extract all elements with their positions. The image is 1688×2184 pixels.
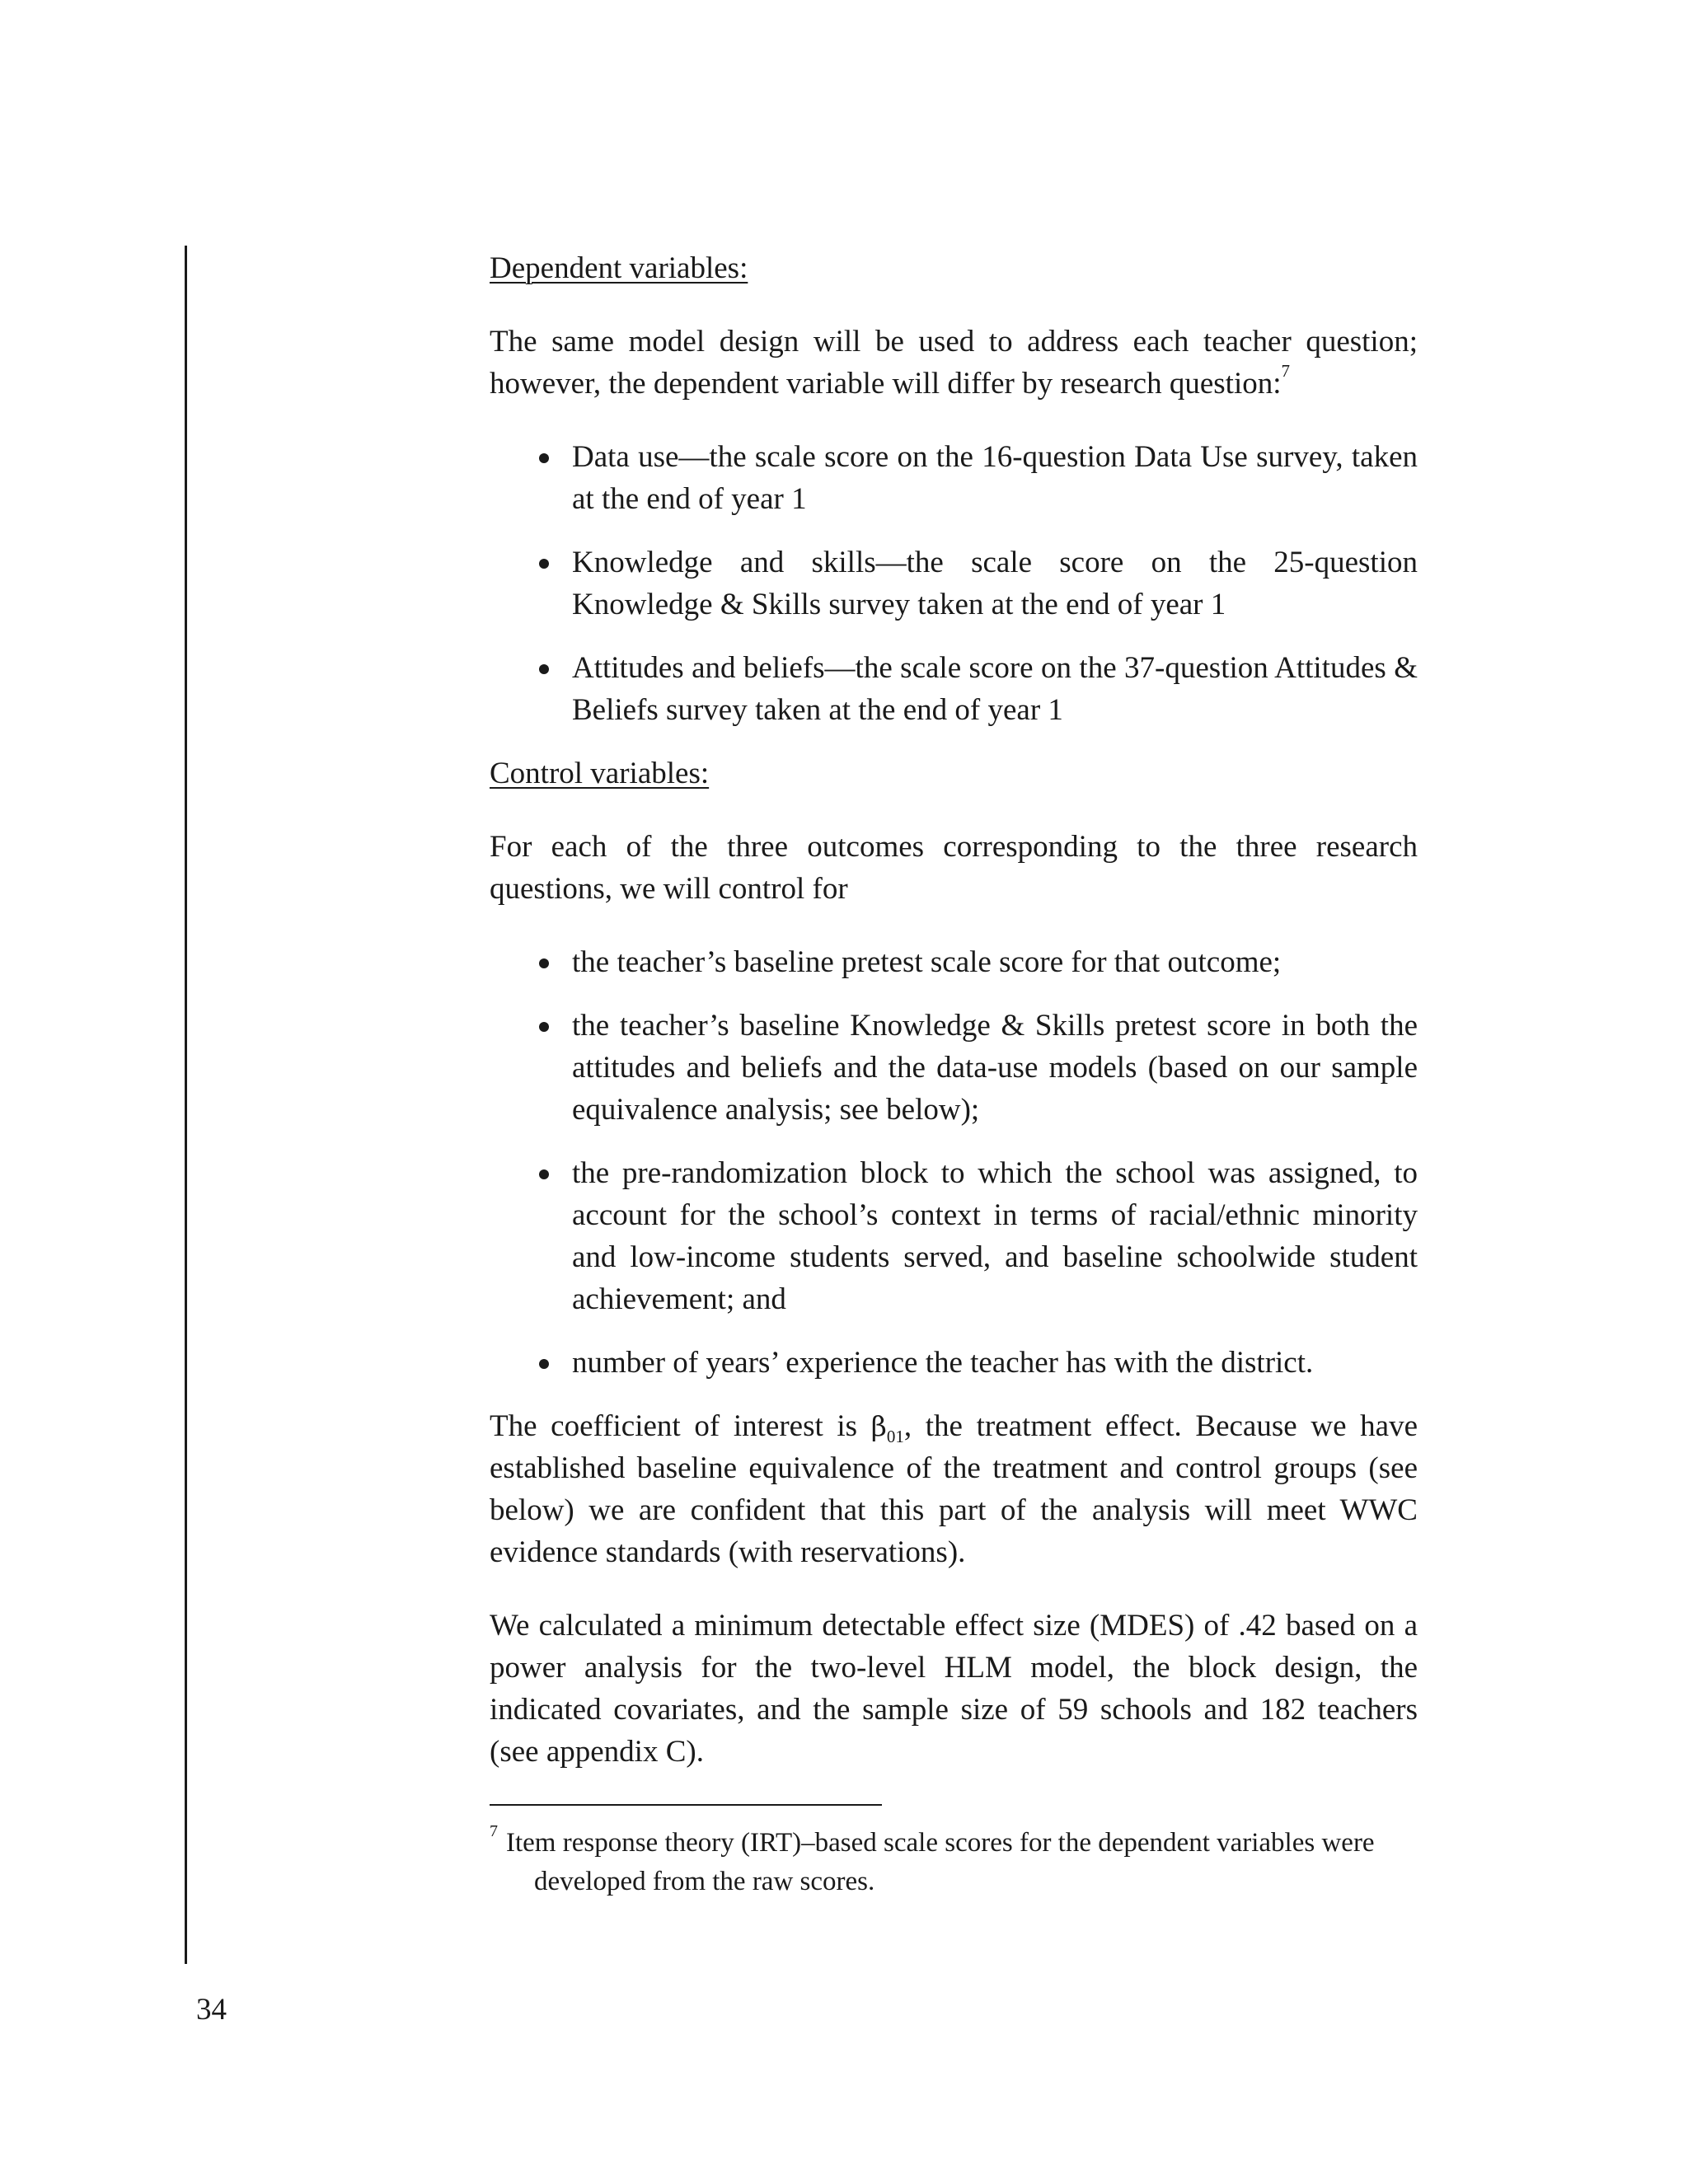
list-item bbox=[490, 1342, 1418, 1384]
footnote-marker: 7 bbox=[490, 1822, 498, 1840]
coefficient-text-before: The coefficient of interest is bbox=[490, 1409, 871, 1443]
bullet-icon bbox=[539, 559, 549, 569]
bullet-icon bbox=[539, 1359, 549, 1369]
list-item bbox=[490, 941, 1418, 983]
list-item bbox=[490, 647, 1418, 731]
list-item bbox=[490, 1152, 1418, 1320]
page-number: 34 bbox=[196, 1993, 227, 2027]
bullet-icon bbox=[539, 664, 549, 674]
margin-rule bbox=[185, 246, 187, 1964]
list-item bbox=[490, 541, 1418, 626]
list-item-text: Attitudes and beliefs—the scale score on the 37-question Attitudes & Beliefs survey taken at the end of year 1 bbox=[572, 651, 1418, 727]
dependent-variables-intro bbox=[490, 321, 1418, 405]
mdes-paragraph: We calculated a minimum detectable effect size (MDES) of .42 based on a power analysis for the two-level HLM model, the block design, the indicated covariates, and the sample size of 59 schools and 182 teachers (see appendix C). bbox=[490, 1609, 1418, 1769]
bullet-icon bbox=[539, 958, 549, 968]
bullet-icon bbox=[539, 1022, 549, 1032]
list-item bbox=[490, 1005, 1418, 1131]
coefficient-paragraph bbox=[490, 1405, 1418, 1573]
footnote bbox=[490, 1824, 1418, 1901]
bullet-icon bbox=[539, 1169, 549, 1179]
footnote-reference: 7 bbox=[1281, 361, 1291, 381]
coefficient-text-after: , the treatment effect. Because we have established baseline equivalence of the treatment and control groups (see below) we are confident that this part of the analysis will meet WWC evidence standards (with reservations). bbox=[490, 1409, 1418, 1569]
list-item-text: the teacher’s baseline Knowledge & Skills pretest score in both the attitudes and beliefs and the data-use models (based on our sample equivalence analysis; see below); bbox=[572, 1009, 1418, 1127]
footnote-text: Item response theory (IRT)–based scale scores for the dependent variables were developed from the raw scores. bbox=[506, 1828, 1375, 1896]
control-variables-intro: For each of the three outcomes corresponding to the three research questions, we will control for bbox=[490, 830, 1418, 906]
beta-symbol: β bbox=[870, 1410, 887, 1442]
page-content bbox=[490, 247, 1418, 1901]
control-variables-heading: Control variables: bbox=[490, 757, 710, 790]
list-item-text: Knowledge and skills—the scale score on the 25-question Knowledge & Skills survey taken at the end of year 1 bbox=[572, 546, 1418, 621]
footnote-separator bbox=[490, 1804, 882, 1806]
control-variables-list bbox=[490, 941, 1418, 1384]
list-item-text: the pre-randomization block to which the school was assigned, to account for the school’s context in terms of racial/ethnic minority and low-income students served, and baseline schoolwide student achievement; and bbox=[572, 1156, 1418, 1316]
dependent-variables-heading: Dependent variables: bbox=[490, 251, 748, 285]
list-item-text: number of years’ experience the teacher has with the district. bbox=[572, 1346, 1314, 1380]
bullet-icon bbox=[539, 453, 549, 463]
list-item-text: Data use—the scale score on the 16-question Data Use survey, taken at the end of year 1 bbox=[572, 440, 1418, 516]
list-item bbox=[490, 436, 1418, 520]
dependent-intro-text: The same model design will be used to address each teacher question; however, the dependent variable will differ by research question: bbox=[490, 325, 1418, 401]
beta-subscript: 01 bbox=[886, 1427, 904, 1446]
list-item-text: the teacher’s baseline pretest scale score for that outcome; bbox=[572, 945, 1282, 979]
dependent-variables-list bbox=[490, 436, 1418, 731]
